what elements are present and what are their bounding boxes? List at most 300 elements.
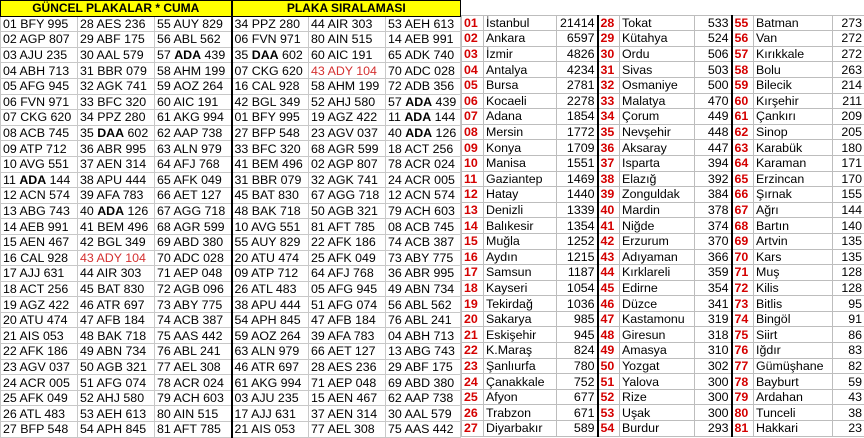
plate-city-code: 36 (80, 142, 97, 156)
plate-count: 354 (695, 280, 732, 296)
city-name: Kars (754, 249, 833, 265)
plate-city-code: 61 (235, 376, 252, 390)
plate-letters: AGG (174, 204, 202, 218)
plate-cell (1, 344, 78, 360)
rank-number: 22 (462, 343, 484, 359)
plate-cell (309, 172, 386, 188)
rank-number: 25 (462, 389, 484, 405)
plate-cell (386, 32, 461, 48)
city-name: Kilis (754, 280, 833, 296)
plate-digits: 442 (198, 329, 222, 343)
plate-letters: ABF (97, 32, 121, 46)
plate-city-code: 03 (3, 48, 20, 62)
rank-number: 72 (732, 280, 754, 296)
rank-number: 02 (462, 31, 484, 47)
city-name: Zonguldak (620, 187, 695, 203)
rank-number: 59 (732, 77, 754, 93)
plate-letters: AIC (328, 48, 349, 62)
plate-cell (386, 375, 461, 391)
city-name: Konya (484, 140, 557, 156)
plate-city-code: 08 (3, 126, 20, 140)
plate-city-code: 60 (157, 95, 174, 109)
plate-digits: 548 (276, 126, 300, 140)
plate-cell (1, 156, 78, 172)
plate-letters: BAK (97, 329, 122, 343)
city-name: Ordu (620, 46, 695, 62)
plate-city-code: 16 (3, 251, 20, 265)
plate-city-code: 50 (80, 360, 97, 374)
plate-cell (309, 203, 386, 219)
plate-count: 533 (695, 15, 732, 31)
plate-digits: 439 (432, 95, 456, 109)
city-name: Elazığ (620, 171, 695, 187)
plate-letters: BEM (252, 157, 279, 171)
plate-city-code: 77 (311, 422, 328, 436)
plate-count: 300 (695, 389, 732, 405)
plate-city-code: 61 (157, 110, 174, 124)
plate-row (1, 281, 461, 297)
city-name: Kırklareli (620, 265, 695, 281)
ranking-row (462, 46, 864, 62)
plate-letters: ACR (174, 376, 200, 390)
plate-letters: PPZ (252, 17, 276, 31)
plate-cell (155, 250, 232, 266)
plate-city-code: 05 (311, 282, 328, 296)
plate-city-code: 34 (80, 110, 97, 124)
plate-city-code: 67 (157, 204, 174, 218)
city-name: Kastamonu (620, 311, 695, 327)
plate-city-code: 57 (157, 48, 174, 62)
plate-count: 83 (833, 343, 864, 359)
plate-city-code: 40 (80, 204, 97, 218)
plate-digits: 738 (198, 126, 222, 140)
plate-letters: ATP (251, 266, 274, 280)
plate-count: 2781 (557, 77, 598, 93)
city-name: Şanlıurfa (484, 358, 557, 374)
city-name: Ankara (484, 31, 557, 47)
plate-count: 366 (695, 249, 732, 265)
plate-letters: AFG (328, 298, 353, 312)
plate-count: 319 (695, 311, 732, 327)
plate-digits: 713 (45, 64, 69, 78)
plate-letters: BBR (97, 64, 122, 78)
plate-city-code: 31 (80, 64, 97, 78)
plate-letters: AGV (20, 360, 46, 374)
plate-city-code: 39 (311, 329, 328, 343)
plate-count: 140 (833, 218, 864, 234)
rank-number: 14 (462, 218, 484, 234)
rank-number: 31 (598, 62, 620, 78)
plate-digits: 467 (45, 235, 69, 249)
plate-count: 128 (833, 265, 864, 281)
city-name: Batman (754, 15, 833, 31)
plate-count: 263 (833, 62, 864, 78)
plate-count: 985 (557, 311, 598, 327)
plate-count: 752 (557, 374, 598, 390)
rank-number: 63 (732, 140, 754, 156)
plate-city-code: 37 (80, 157, 97, 171)
plate-digits: 829 (199, 17, 223, 31)
plate-letters: DAA (97, 126, 124, 140)
plate-count: 506 (695, 46, 732, 62)
city-name: Muğla (484, 233, 557, 249)
plate-city-code: 32 (80, 79, 97, 93)
plate-cell (232, 110, 309, 126)
plate-row (1, 390, 461, 406)
plate-count: 945 (557, 327, 598, 343)
plate-letters: AFK (328, 235, 352, 249)
plate-letters: FVN (252, 32, 277, 46)
plate-letters: FVN (20, 95, 45, 109)
plate-letters: AEP (174, 266, 199, 280)
plate-count: 272 (833, 46, 864, 62)
plate-digits: 005 (431, 173, 455, 187)
plate-digits: 191 (348, 48, 372, 62)
plate-letters: AGP (20, 32, 46, 46)
plate-cell (232, 94, 309, 110)
plate-digits: 049 (44, 391, 68, 405)
plate-cell (1, 110, 78, 126)
plate-digits: 741 (123, 79, 147, 93)
plate-digits: 574 (431, 188, 455, 202)
plate-count: 378 (695, 202, 732, 218)
plate-letters: ACR (405, 157, 431, 171)
plate-city-code: 43 (80, 251, 97, 265)
plate-city-code: 15 (311, 391, 328, 405)
plate-digits: 830 (120, 282, 144, 296)
plate-digits: 037 (354, 126, 378, 140)
city-name: Denizli (484, 202, 557, 218)
plate-count: 23 (833, 421, 864, 437)
plate-cell (232, 32, 309, 48)
rank-number: 68 (732, 218, 754, 234)
plate-cell (78, 406, 155, 422)
rank-number: 40 (598, 202, 620, 218)
plate-cell (309, 16, 386, 32)
plate-city-code: 13 (388, 344, 405, 358)
plate-letters: AAL (97, 48, 120, 62)
city-name: Kayseri (484, 280, 557, 296)
plate-cell (309, 328, 386, 344)
plate-digits: 483 (41, 407, 65, 421)
city-name: Ağrı (754, 202, 833, 218)
plate-city-code: 47 (80, 313, 97, 327)
plate-digits: 745 (430, 220, 454, 234)
plate-cell (386, 234, 461, 250)
city-name: Bingöl (754, 311, 833, 327)
rank-number: 45 (598, 280, 620, 296)
plate-letters: BAK (252, 204, 277, 218)
plate-letters: AAL (405, 407, 428, 421)
plate-cell (78, 375, 155, 391)
plate-digits: 320 (122, 95, 146, 109)
plate-count: 392 (695, 171, 732, 187)
plate-city-code: 23 (311, 126, 328, 140)
plate-letters: APU (97, 173, 122, 187)
plate-cell (155, 234, 232, 250)
plate-city-code: 77 (157, 360, 174, 374)
rank-number: 67 (732, 202, 754, 218)
plate-row (1, 266, 461, 282)
plate-digits: 256 (429, 142, 453, 156)
rank-number: 75 (732, 327, 754, 343)
plate-digits: 380 (430, 376, 454, 390)
plate-count: 449 (695, 109, 732, 125)
city-name: Hatay (484, 187, 557, 203)
ranking-row (462, 374, 864, 390)
plate-count: 180 (833, 140, 864, 156)
plate-cell (1, 234, 78, 250)
plate-digits: 127 (197, 188, 221, 202)
plate-cell (155, 156, 232, 172)
plate-city-code: 66 (157, 188, 174, 202)
city-name: Tunceli (754, 405, 833, 421)
plate-cell (232, 312, 309, 328)
plate-letters: AVG (20, 157, 45, 171)
plate-digits: 783 (350, 329, 374, 343)
plate-digits: 442 (429, 422, 453, 436)
plate-row (1, 297, 461, 313)
plate-count: 671 (557, 405, 598, 421)
plate-cell (386, 297, 461, 313)
rank-number: 12 (462, 187, 484, 203)
plate-digits: 741 (354, 173, 378, 187)
plate-city-code: 54 (80, 422, 97, 436)
plate-digits: 620 (279, 64, 303, 78)
plate-letters: ABN (97, 344, 122, 358)
city-name: Giresun (620, 327, 695, 343)
plate-city-code: 76 (388, 313, 405, 327)
rank-number: 74 (732, 311, 754, 327)
plate-cell (1, 78, 78, 94)
plate-row (1, 172, 461, 188)
city-name: Bolu (754, 62, 833, 78)
plate-letters: BGL (252, 95, 276, 109)
plate-digits: 235 (274, 391, 298, 405)
plate-digits: 743 (431, 344, 455, 358)
rank-number: 43 (598, 249, 620, 265)
plate-city-code: 68 (157, 220, 174, 234)
plate-letters: AFT (328, 220, 351, 234)
city-name: Muş (754, 265, 833, 281)
ranking-row (462, 358, 864, 374)
city-name: Sivas (620, 62, 695, 78)
plate-digits: 745 (45, 126, 69, 140)
plate-digits: 380 (199, 235, 223, 249)
plate-count: 470 (695, 93, 732, 109)
plate-letters: ABD (405, 376, 430, 390)
plate-cell (1, 266, 78, 282)
plate-city-code: 02 (3, 32, 20, 46)
plate-cell (155, 172, 232, 188)
plate-cell (309, 406, 386, 422)
rank-number: 09 (462, 140, 484, 156)
plate-row (1, 32, 461, 48)
rank-number: 55 (732, 15, 754, 31)
ranking-row (462, 421, 864, 437)
plate-city-code: 64 (311, 266, 328, 280)
plate-digits: 474 (43, 313, 67, 327)
plate-cell (309, 390, 386, 406)
plate-count: 824 (557, 343, 598, 359)
plate-letters: BFP (20, 422, 44, 436)
plate-row (1, 375, 461, 391)
plate-cell (78, 63, 155, 79)
plate-digits: 712 (274, 266, 298, 280)
plate-cell (386, 16, 461, 32)
plate-cell (386, 94, 461, 110)
plate-cell (155, 16, 232, 32)
plate-city-code: 67 (311, 188, 328, 202)
plate-city-code: 12 (3, 188, 20, 202)
plate-digits: 971 (277, 32, 301, 46)
rank-number: 78 (732, 374, 754, 390)
plate-city-code: 58 (311, 79, 328, 93)
plate-city-code: 17 (235, 407, 252, 421)
rank-number: 08 (462, 124, 484, 140)
city-name: Kütahya (620, 31, 695, 47)
plate-cell (386, 63, 461, 79)
plate-digits: 740 (430, 48, 454, 62)
plate-city-code: 59 (157, 79, 174, 93)
plate-letters: ACT (20, 282, 45, 296)
plate-cell (1, 297, 78, 313)
rank-number: 20 (462, 311, 484, 327)
plate-row (1, 47, 461, 63)
plate-letters: ABD (174, 235, 199, 249)
plate-count: 144 (833, 202, 864, 218)
plate-letters: ACT (405, 142, 430, 156)
plate-city-code: 52 (80, 391, 97, 405)
plate-row (1, 219, 461, 235)
rank-number: 44 (598, 265, 620, 281)
rank-number: 13 (462, 202, 484, 218)
plate-city-code: 35 (235, 48, 252, 62)
plate-city-code: 36 (388, 266, 405, 280)
plate-digits: 718 (201, 204, 225, 218)
ranking-row (462, 124, 864, 140)
plate-digits: 548 (44, 422, 68, 436)
ranking-row (462, 249, 864, 265)
plate-count: 209 (833, 109, 864, 125)
plate-letters: AFT (174, 422, 197, 436)
plate-cell (309, 234, 386, 250)
plate-count: 128 (833, 280, 864, 296)
rank-number: 49 (598, 343, 620, 359)
plate-digits: 236 (121, 17, 145, 31)
rank-number: 53 (598, 405, 620, 421)
rank-number: 32 (598, 77, 620, 93)
rank-number: 01 (462, 15, 484, 31)
plate-row (1, 234, 461, 250)
plate-digits: 785 (197, 422, 221, 436)
city-name: Ardahan (754, 389, 833, 405)
plate-cell (1, 94, 78, 110)
plate-digits: 718 (277, 204, 301, 218)
plate-digits: 768 (196, 157, 220, 171)
plate-city-code: 54 (235, 313, 252, 327)
plate-cell (386, 125, 461, 141)
plate-city-code: 74 (388, 235, 405, 249)
plate-city-code: 07 (235, 64, 252, 78)
plate-letters: AFG (328, 282, 353, 296)
plate-cell (309, 250, 386, 266)
rank-number: 80 (732, 405, 754, 421)
plate-count: 302 (695, 358, 732, 374)
city-name: Sinop (754, 124, 833, 140)
plate-count: 4826 (557, 46, 598, 62)
plate-cell (1, 375, 78, 391)
rank-number: 81 (732, 421, 754, 437)
plate-letters: AEL (328, 422, 351, 436)
plate-cell (386, 344, 461, 360)
plate-cell (155, 344, 232, 360)
plate-cell (155, 266, 232, 282)
plate-letters: AGG (328, 188, 356, 202)
plate-city-code: 41 (80, 220, 97, 234)
rank-number: 48 (598, 327, 620, 343)
ranking-row (462, 15, 864, 31)
plate-count: 4234 (557, 62, 598, 78)
plate-digits: 599 (354, 142, 378, 156)
rank-number: 19 (462, 296, 484, 312)
plate-digits: 515 (348, 32, 372, 46)
plate-cell (1, 16, 78, 32)
plate-digits: 807 (46, 32, 70, 46)
plate-city-code: 22 (3, 344, 20, 358)
plate-letters: AVG (251, 220, 276, 234)
plate-count: 503 (695, 62, 732, 78)
plate-city-code: 58 (157, 64, 174, 78)
plate-row (1, 156, 461, 172)
plate-count: 1252 (557, 233, 598, 249)
plate-digits: 971 (45, 95, 69, 109)
plate-city-code: 14 (3, 220, 20, 234)
plate-cell (309, 32, 386, 48)
plate-digits: 994 (277, 376, 301, 390)
rank-number: 27 (462, 421, 484, 437)
plate-cell (386, 422, 461, 438)
plate-row (1, 328, 461, 344)
plate-cell (309, 47, 386, 63)
plate-cell (78, 234, 155, 250)
city-name: Iğdır (754, 343, 833, 359)
plate-cell (155, 375, 232, 391)
plate-city-code: 31 (235, 173, 252, 187)
plate-cell (155, 297, 232, 313)
plate-city-code: 59 (235, 329, 252, 343)
plate-city-code: 79 (388, 204, 405, 218)
plate-cell (232, 125, 309, 141)
plate-digits: 049 (198, 173, 222, 187)
plate-digits: 104 (353, 64, 377, 78)
plate-digits: 579 (428, 407, 452, 421)
city-name: Bartın (754, 218, 833, 234)
plate-digits: 945 (45, 79, 69, 93)
plate-city-code: 65 (388, 48, 405, 62)
rank-number: 41 (598, 218, 620, 234)
plate-letters: AFJ (174, 157, 196, 171)
city-name: Hakkari (754, 421, 833, 437)
plate-cell (309, 312, 386, 328)
plate-letters: ACB (20, 126, 45, 140)
rank-number: 39 (598, 187, 620, 203)
plate-cell (386, 203, 461, 219)
plate-city-code: 73 (388, 251, 405, 265)
plate-letters: AHM (174, 64, 202, 78)
plate-count: 300 (695, 374, 732, 390)
plate-cell (309, 359, 386, 375)
